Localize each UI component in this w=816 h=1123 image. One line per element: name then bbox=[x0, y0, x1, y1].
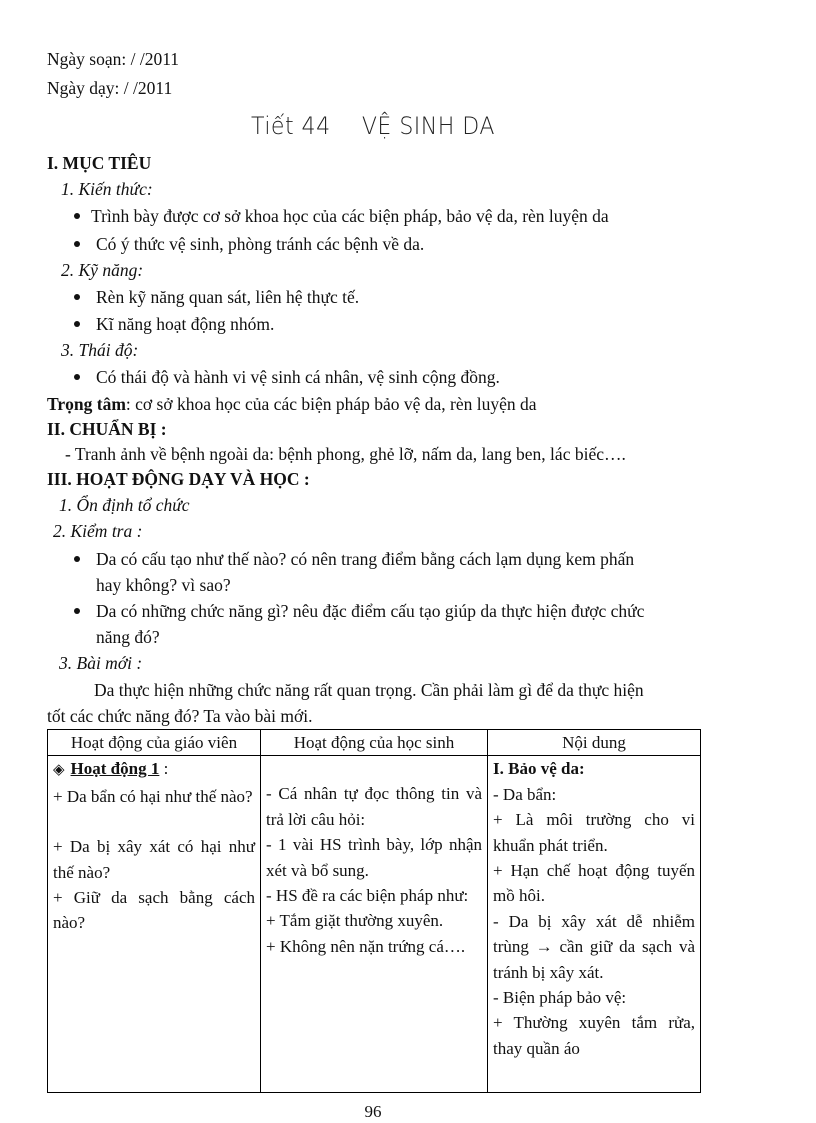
lesson-name: VỆ SINH DA bbox=[361, 112, 495, 140]
header-content: Nội dung bbox=[488, 730, 701, 756]
teacher-question: + Da bẩn có hại như thế nào? bbox=[53, 786, 253, 806]
check-question: Da có những chức năng gì? nêu đặc điểm cấu tạo giúp da thực hiện được chức bbox=[96, 601, 645, 621]
bullet-icon bbox=[74, 556, 80, 562]
organization-label: 1. Ổn định tổ chức bbox=[59, 495, 190, 515]
section-activities-heading: III. HOẠT ĐỘNG DẠY VÀ HỌC : bbox=[47, 469, 310, 489]
activity-heading bbox=[53, 756, 255, 783]
check-label: 2. Kiểm tra : bbox=[53, 521, 143, 541]
bullet-icon bbox=[74, 374, 80, 380]
check-question-cont: hay không? vì sao? bbox=[96, 575, 231, 595]
attitude-label: 3. Thái độ: bbox=[61, 340, 139, 360]
focus-text: : cơ sở khoa học của các biện pháp bảo vệ da, rèn luyện da bbox=[125, 394, 537, 414]
student-activity: + Không nên nặn trứng cá…. bbox=[266, 936, 466, 956]
content-cell bbox=[488, 756, 701, 1093]
bullet-icon bbox=[74, 608, 80, 614]
prep-date: Ngày soạn: / /2011 bbox=[47, 49, 180, 69]
content-line: - Da bị xây xát dễ nhiễm trùng → cần giữ da sạch và tránh bị xây xát. bbox=[493, 911, 695, 982]
content-line: + Thường xuyên tắm rửa, thay quần áo bbox=[493, 1013, 695, 1058]
student-cell bbox=[261, 756, 488, 1093]
knowledge-item: Trình bày được cơ sở khoa học của các biện pháp, bảo vệ da, rèn luyện da bbox=[91, 206, 609, 226]
intro-paragraph: Da thực hiện những chức năng rất quan trọng. Cần phải làm gì để da thực hiện bbox=[94, 680, 644, 700]
activity-name: Hoạt động 1 bbox=[70, 759, 160, 779]
check-question-cont: năng đó? bbox=[96, 627, 160, 647]
intro-paragraph-cont: tốt các chức năng đó? Ta vào bài mới. bbox=[47, 706, 313, 726]
knowledge-item: Có ý thức vệ sinh, phòng tránh các bệnh về da. bbox=[96, 234, 425, 254]
content-line: + Là môi trường cho vi khuẩn phát triển. bbox=[493, 810, 695, 855]
bullet-icon bbox=[74, 294, 80, 300]
student-activity: + Tắm giặt thường xuyên. bbox=[266, 911, 444, 931]
header-teacher: Hoạt động của giáo viên bbox=[48, 730, 261, 756]
header-student: Hoạt động của học sinh bbox=[261, 730, 488, 756]
content-line: - Da bẩn: bbox=[493, 784, 557, 804]
diamond-icon: ◈ bbox=[53, 762, 65, 779]
bullet-icon bbox=[74, 321, 80, 327]
skills-item: Rèn kỹ năng quan sát, liên hệ thực tế. bbox=[96, 287, 360, 307]
student-activity: - 1 vài HS trình bày, lớp nhận xét và bổ sung. bbox=[266, 835, 482, 880]
lesson-number: Tiết 44 bbox=[251, 112, 331, 140]
focus-line bbox=[47, 392, 537, 416]
skills-label: 2. Kỹ năng: bbox=[61, 260, 144, 280]
page-number: 96 bbox=[364, 1102, 382, 1121]
bullet-icon bbox=[74, 213, 80, 219]
activity-suffix: : bbox=[159, 759, 169, 779]
activity-table bbox=[47, 729, 701, 1093]
content-line: + Hạn chế hoạt động tuyến mồ hôi. bbox=[493, 861, 695, 906]
check-question: Da có cấu tạo như thế nào? có nên trang điểm bằng cách lạm dụng kem phấn bbox=[96, 549, 635, 569]
new-lesson-label: 3. Bài mới : bbox=[59, 653, 143, 673]
lesson-title bbox=[30, 112, 716, 140]
knowledge-label: 1. Kiến thức: bbox=[61, 179, 153, 199]
teacher-question: + Da bị xây xát có hại như thế nào? bbox=[53, 837, 255, 882]
teacher-cell bbox=[48, 756, 261, 1093]
attitude-item: Có thái độ và hành vi vệ sinh cá nhân, vệ sinh cộng đồng. bbox=[96, 367, 500, 387]
student-activity: - Cá nhân tự đọc thông tin và trả lời câu hỏi: bbox=[266, 784, 482, 829]
skills-item: Kĩ năng hoạt động nhóm. bbox=[96, 314, 275, 334]
content-heading: I. Bảo vệ da: bbox=[493, 759, 585, 779]
teach-date: Ngày dạy: / /2011 bbox=[47, 78, 173, 98]
table-row bbox=[48, 756, 701, 1093]
section-objectives-heading: I. MỤC TIÊU bbox=[47, 153, 152, 173]
content-line: - Biện pháp bảo vệ: bbox=[493, 988, 627, 1008]
teacher-question: + Giữ da sạch bằng cách nào? bbox=[53, 888, 255, 933]
bullet-icon bbox=[74, 241, 80, 247]
preparation-line: - Tranh ảnh về bệnh ngoài da: bệnh phong, ghẻ lỡ, nấm da, lang ben, lác biếc…. bbox=[65, 444, 626, 464]
section-preparation-heading: II. CHUẨN BỊ : bbox=[47, 419, 167, 439]
focus-label: Trọng tâm bbox=[47, 394, 126, 414]
table-header-row bbox=[48, 730, 701, 756]
student-activity: - HS đề ra các biện pháp như: bbox=[266, 886, 469, 906]
